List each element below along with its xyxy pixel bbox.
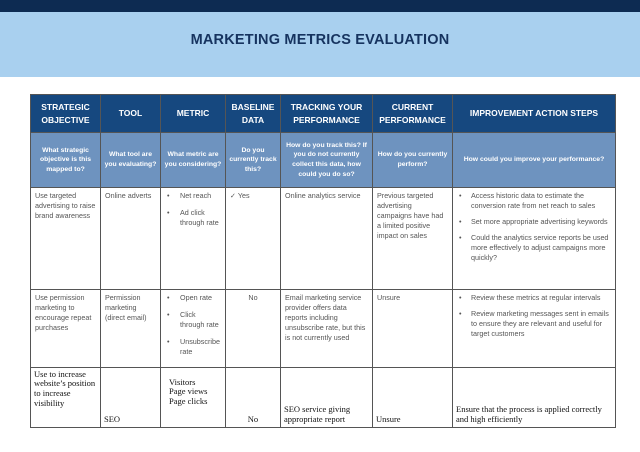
tool-cell: SEO: [101, 367, 161, 427]
metric-item: • Open rate: [165, 293, 221, 303]
metric-item: Page views: [169, 386, 208, 397]
action-item: • Could the analytics service reports be used more effectively to adjust campaigns more quickly?: [457, 233, 611, 263]
metric-item: • Ad click through rate: [165, 208, 221, 228]
current-cell: Unsure: [373, 367, 453, 427]
metric-cell: [161, 290, 226, 368]
tool-cell: Online adverts: [101, 188, 161, 290]
tool-cell: Permission marketing (direct email): [101, 290, 161, 368]
metric-item: Page clicks: [169, 396, 208, 407]
metric-cell: [161, 188, 226, 290]
question-baseline: Do you currently track this?: [226, 133, 281, 188]
table-row: [31, 188, 616, 290]
header-tracking-performance: TRACKING YOUR PERFORMANCE: [281, 95, 373, 133]
action-list: [457, 293, 611, 339]
header-improvement-steps: IMPROVEMENT ACTION STEPS: [453, 95, 616, 133]
table-row: [31, 367, 616, 427]
metric-item: Visitors: [169, 376, 196, 387]
baseline-cell: ✓ Yes: [226, 188, 281, 290]
metrics-table: [30, 94, 616, 428]
tracking-cell: Online analytics service: [281, 188, 373, 290]
action-item: • Set more appropriate advertising keywords: [457, 217, 611, 227]
metric-item: • Unsubscribe rate: [165, 337, 221, 357]
question-current: How do you currently perform?: [373, 133, 453, 188]
current-cell: Previous targeted advertising campaigns have had a limited positive impact on sales: [373, 188, 453, 290]
actions-cell: [453, 188, 616, 290]
header-baseline-data: BASELINE DATA: [226, 95, 281, 133]
question-tool: What tool are you evaluating?: [101, 133, 161, 188]
tracking-cell: Email marketing service provider offers data reports including unsubscribe rate, but this is not currently used: [281, 290, 373, 368]
metric-item: • Click through rate: [165, 310, 221, 330]
question-row: [31, 133, 616, 188]
page-title: MARKETING METRICS EVALUATION: [190, 32, 450, 48]
tracking-cell: SEO service giving appropriate report: [281, 367, 373, 427]
baseline-cell: No: [226, 367, 281, 427]
title-banner: [0, 12, 640, 77]
objective-cell: Use permission marketing to encourage repeat purchases: [31, 290, 101, 368]
current-cell: Unsure: [373, 290, 453, 368]
header-current-performance: CURRENT PERFORMANCE: [373, 95, 453, 133]
table-row: [31, 290, 616, 368]
action-item: • Review marketing messages sent in emails to ensure they are relevant and useful for target customers: [457, 309, 611, 339]
action-list: [457, 191, 611, 263]
action-item: • Access historic data to estimate the conversion rate from net reach to sales: [457, 191, 611, 211]
question-metric: What metric are you considering?: [161, 133, 226, 188]
action-item: • Review these metrics at regular intervals: [457, 293, 611, 303]
question-improvement: How could you improve your performance?: [453, 133, 616, 188]
question-tracking: How do you track this? If you do not currently collect this data, how could you do so?: [281, 133, 373, 188]
actions-cell: [453, 290, 616, 368]
header-row: [31, 95, 616, 133]
actions-cell: Ensure that the process is applied correctly and high efficiently: [453, 367, 616, 427]
objective-cell: Use to increase website’s position to increase visibility: [31, 367, 101, 427]
header-tool: TOOL: [101, 95, 161, 133]
baseline-cell: No: [226, 290, 281, 368]
metric-list: [165, 293, 221, 357]
metric-list: [165, 191, 221, 228]
objective-cell: Use targeted advertising to raise brand awareness: [31, 188, 101, 290]
header-strategic-objective: STRATEGIC OBJECTIVE: [31, 95, 101, 133]
header-metric: METRIC: [161, 95, 226, 133]
metric-cell: [161, 367, 226, 427]
top-bar: [0, 0, 640, 12]
metric-item: • Net reach: [165, 191, 221, 201]
question-objective: What strategic objective is this mapped to?: [31, 133, 101, 188]
